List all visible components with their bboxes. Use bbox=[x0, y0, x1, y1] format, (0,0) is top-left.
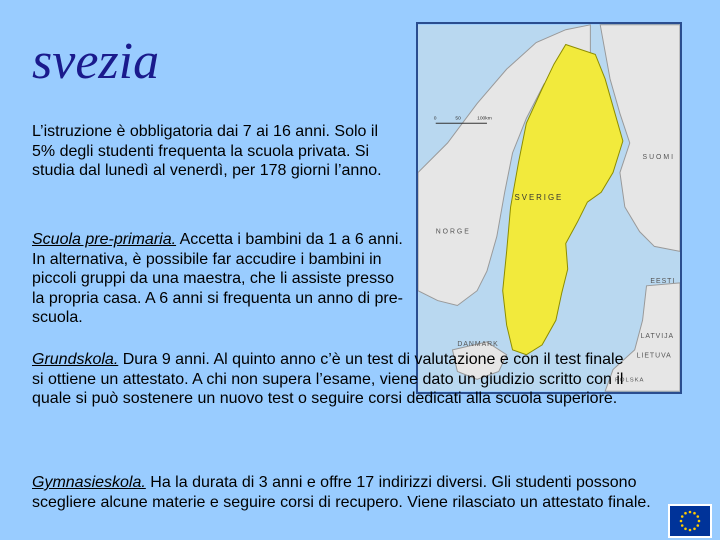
eu-star bbox=[696, 515, 699, 518]
gymnasieskola-paragraph bbox=[32, 473, 682, 512]
intro-paragraph bbox=[32, 122, 392, 181]
eu-star bbox=[681, 524, 684, 527]
eu-star bbox=[698, 520, 701, 523]
grundskola-text: Dura 9 anni. Al quinto anno c’è un test di valutazione e con il test finale si ottiene un attestato. A chi non supera l’esame, viene dato un giudizio scritto con il quale si può sostenere un nuovo test o seguire corsi dedicati alla scuola superiore. bbox=[32, 351, 624, 407]
map-label-norge: NORGE bbox=[435, 228, 471, 236]
scale-label-0: 0 bbox=[433, 116, 437, 122]
map-label-sverige: SVERIGE bbox=[514, 193, 564, 203]
map-label-latvija: LATVIJA bbox=[640, 333, 675, 341]
gymnasieskola-text: Ha la durata di 3 anni e offre 17 indirizzi diversi. Gli studenti possono scegliere alcune materie e seguire corsi di recupero. Viene rilasciato un attestato finale. bbox=[32, 474, 651, 511]
eu-star bbox=[689, 511, 692, 514]
grundskola-lead: Grundskola. bbox=[32, 351, 119, 368]
eu-star bbox=[680, 520, 683, 523]
map-label-lietuva: LIETUVA bbox=[636, 352, 672, 360]
preprimary-paragraph bbox=[32, 230, 404, 328]
eu-star bbox=[696, 524, 699, 527]
map-label-polska: POLSKA bbox=[614, 377, 645, 384]
map-label-eesti: EESTI bbox=[650, 277, 676, 285]
eu-star bbox=[684, 527, 687, 530]
eu-star bbox=[693, 512, 696, 515]
preprimary-text: Accetta i bambini da 1 a 6 anni. In alternativa, è possibile far accudire i bambini in piccoli gruppi da una maestra, che li assiste presso la propria casa. A 6 anni si frequenta un anno di pre-scuola. bbox=[32, 231, 403, 326]
eu-star bbox=[693, 527, 696, 530]
map-label-danmark: DANMARK bbox=[457, 340, 499, 348]
sweden-map bbox=[416, 22, 682, 394]
page-title: svezia bbox=[32, 33, 160, 90]
scale-label-100: 100km bbox=[477, 116, 492, 122]
eu-flag-icon bbox=[668, 504, 712, 538]
intro-text: L’istruzione è obbligatoria dai 7 ai 16 anni. Solo il 5% degli studenti frequenta la scuola privata. Si studia dal lunedì al venerdì, per 178 giorni l’anno. bbox=[32, 123, 382, 179]
gymnasieskola-lead: Gymnasieskola. bbox=[32, 474, 146, 491]
eu-star bbox=[681, 515, 684, 518]
eu-star bbox=[689, 529, 692, 532]
scale-label-50: 50 bbox=[455, 116, 461, 122]
grundskola-paragraph bbox=[32, 350, 632, 409]
preprimary-lead: Scuola pre-primaria. bbox=[32, 231, 177, 248]
map-label-suomi: SUOMI bbox=[642, 153, 675, 161]
eu-star bbox=[684, 512, 687, 515]
